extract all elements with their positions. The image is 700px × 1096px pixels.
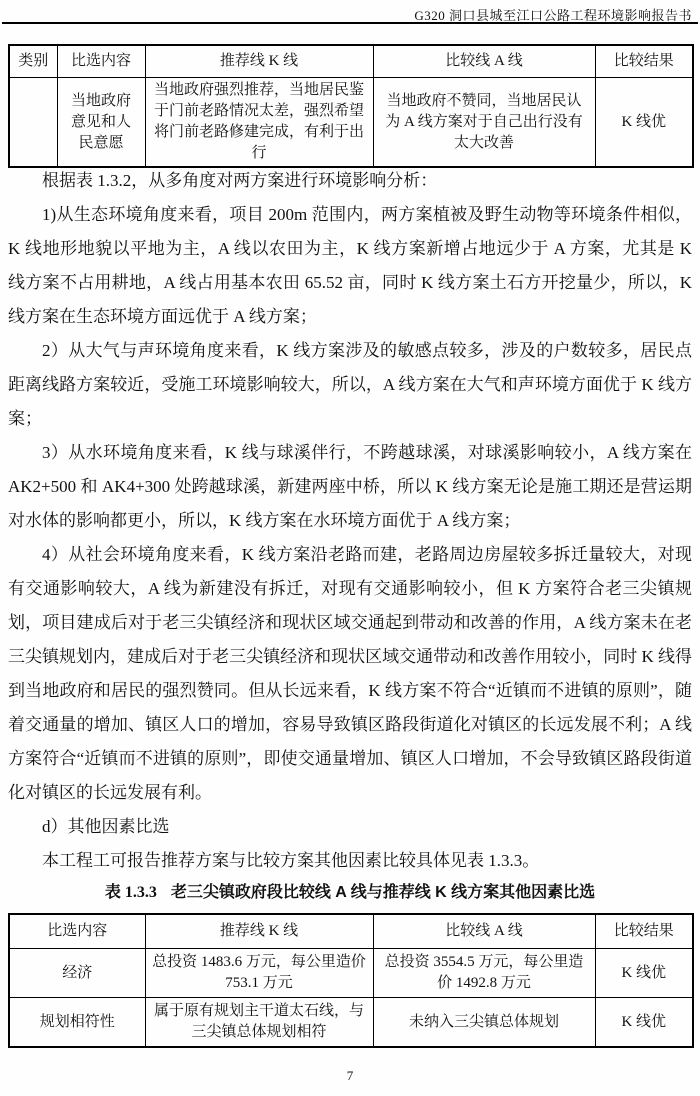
- cell-result: K 线优: [595, 78, 693, 168]
- page-header-title: G320 洞口县城至江口公路工程环境影响报告书: [414, 8, 692, 23]
- col-header-result: 比较结果: [595, 914, 693, 949]
- col-header-item: 比选内容: [9, 914, 145, 949]
- paragraph: 本工程工可报告推荐方案与比较方案其他因素比较具体见表 1.3.3。: [42, 851, 540, 870]
- cell-k-line: 属于原有规划主干道太石线，与三尖镇总体规划相符: [145, 998, 373, 1048]
- cell-a-line: 当地政府不赞同，当地居民认为 A 线方案对于自己出行没有太大改善: [373, 78, 595, 168]
- cell-k-line: 当地政府强烈推荐，当地居民鉴于门前老路情况太差，强烈希望将门前老路修建完成，有利于出行: [145, 78, 373, 168]
- cell-item: 当地政府意见和人民意愿: [57, 78, 145, 168]
- table-header-row: [9, 45, 693, 78]
- table-133-caption: [8, 882, 692, 904]
- table-row-planning: [9, 998, 693, 1048]
- table-row-economy: [9, 949, 693, 998]
- cell-a-line: 未纳入三尖镇总体规划: [373, 998, 595, 1048]
- paragraph: 3）从水环境角度来看，K 线与球溪伴行，不跨越球溪，对球溪影响较小，A 线方案在 AK2+500 和 AK4+300 处跨越球溪，新建两座中桥，所以 K 线方案无论是施工期还是营运期对水体的影响都更小，所以，K 线方案在水环境方面优于 A 线方案；: [8, 443, 692, 530]
- col-header-category: 类别: [9, 45, 57, 78]
- paragraph: 根据表 1.3.2，从多角度对两方案进行环境影响分析：: [42, 171, 438, 190]
- cell-item: 经济: [9, 949, 145, 998]
- paragraph: d）其他因素比选: [42, 817, 170, 836]
- col-header-a-line: 比较线 A 线: [373, 45, 595, 78]
- cell-result: K 线优: [595, 949, 693, 998]
- col-header-result: 比较结果: [595, 45, 693, 78]
- main-content: [8, 164, 692, 1048]
- cell-item: 规划相符性: [9, 998, 145, 1048]
- cell-result: K 线优: [595, 998, 693, 1048]
- col-header-k-line: 推荐线 K 线: [145, 45, 373, 78]
- paragraph: 4）从社会环境角度来看，K 线方案沿老路而建，老路周边房屋较多拆迁量较大，对现有交通影响较大，A 线为新建没有拆迁，对现有交通影响较小，但 K 方案符合老三尖镇规划，项目建成后对于老三尖镇经济和现状区域交通起到带动和改善的作用，A 线方案未在老三尖镇规划内，建成后对于老三尖镇经济和现状区域交通带动和改善作用较小，同时 K 线得到当地政府和居民的强烈赞同。但从长远来看，K 线方案不符合“近镇而不进镇的原则”，随着交通量的增加、镇区人口的增加，容易导致镇区路段街道化对镇区的长远发展不利；A 线方案符合“近镇而不进镇的原则”，即使交通量增加、镇区人口增加，不会导致镇区路段街道化对镇区的长远发展有利。: [8, 545, 692, 802]
- comparison-table-132: [8, 44, 694, 168]
- table-caption-title: 老三尖镇政府段比较线 A 线与推荐线 K 线方案其他因素比选: [170, 884, 596, 901]
- paragraph: 2）从大气与声环境角度来看，K 线方案涉及的敏感点较多，涉及的户数较多，居民点距离线路方案较近，受施工环境影响较大，所以，A 线方案在大气和声环境方面优于 K 线方案；: [8, 341, 692, 428]
- cell-k-line: 总投资 1483.6 万元，每公里造价 753.1 万元: [145, 949, 373, 998]
- table-header-row: [9, 914, 693, 949]
- table-caption-label: 表 1.3.3: [104, 884, 157, 901]
- table-row: [9, 78, 693, 168]
- paragraph: 1)从生态环境角度来看，项目 200m 范围内，两方案植被及野生动物等环境条件相似，K 线地形地貌以平地为主，A 线以农田为主，K 线方案新增占地远少于 A 方案，尤其是 K 线方案不占用耕地，A 线占用基本农田 65.52 亩，同时 K 线方案土石方开挖量少，所以，K 线方案在生态环境方面远优于 A 线方案；: [8, 205, 692, 326]
- cell-a-line: 总投资 3554.5 万元，每公里造价 1492.8 万元: [373, 949, 595, 998]
- page-number: 7: [346, 1068, 354, 1083]
- header-divider: [2, 22, 698, 24]
- col-header-a-line: 比较线 A 线: [373, 914, 595, 949]
- col-header-k-line: 推荐线 K 线: [145, 914, 373, 949]
- col-header-item: 比选内容: [57, 45, 145, 78]
- comparison-table-133: [8, 913, 694, 1048]
- cell-category: [9, 78, 57, 168]
- body-text: [8, 164, 692, 878]
